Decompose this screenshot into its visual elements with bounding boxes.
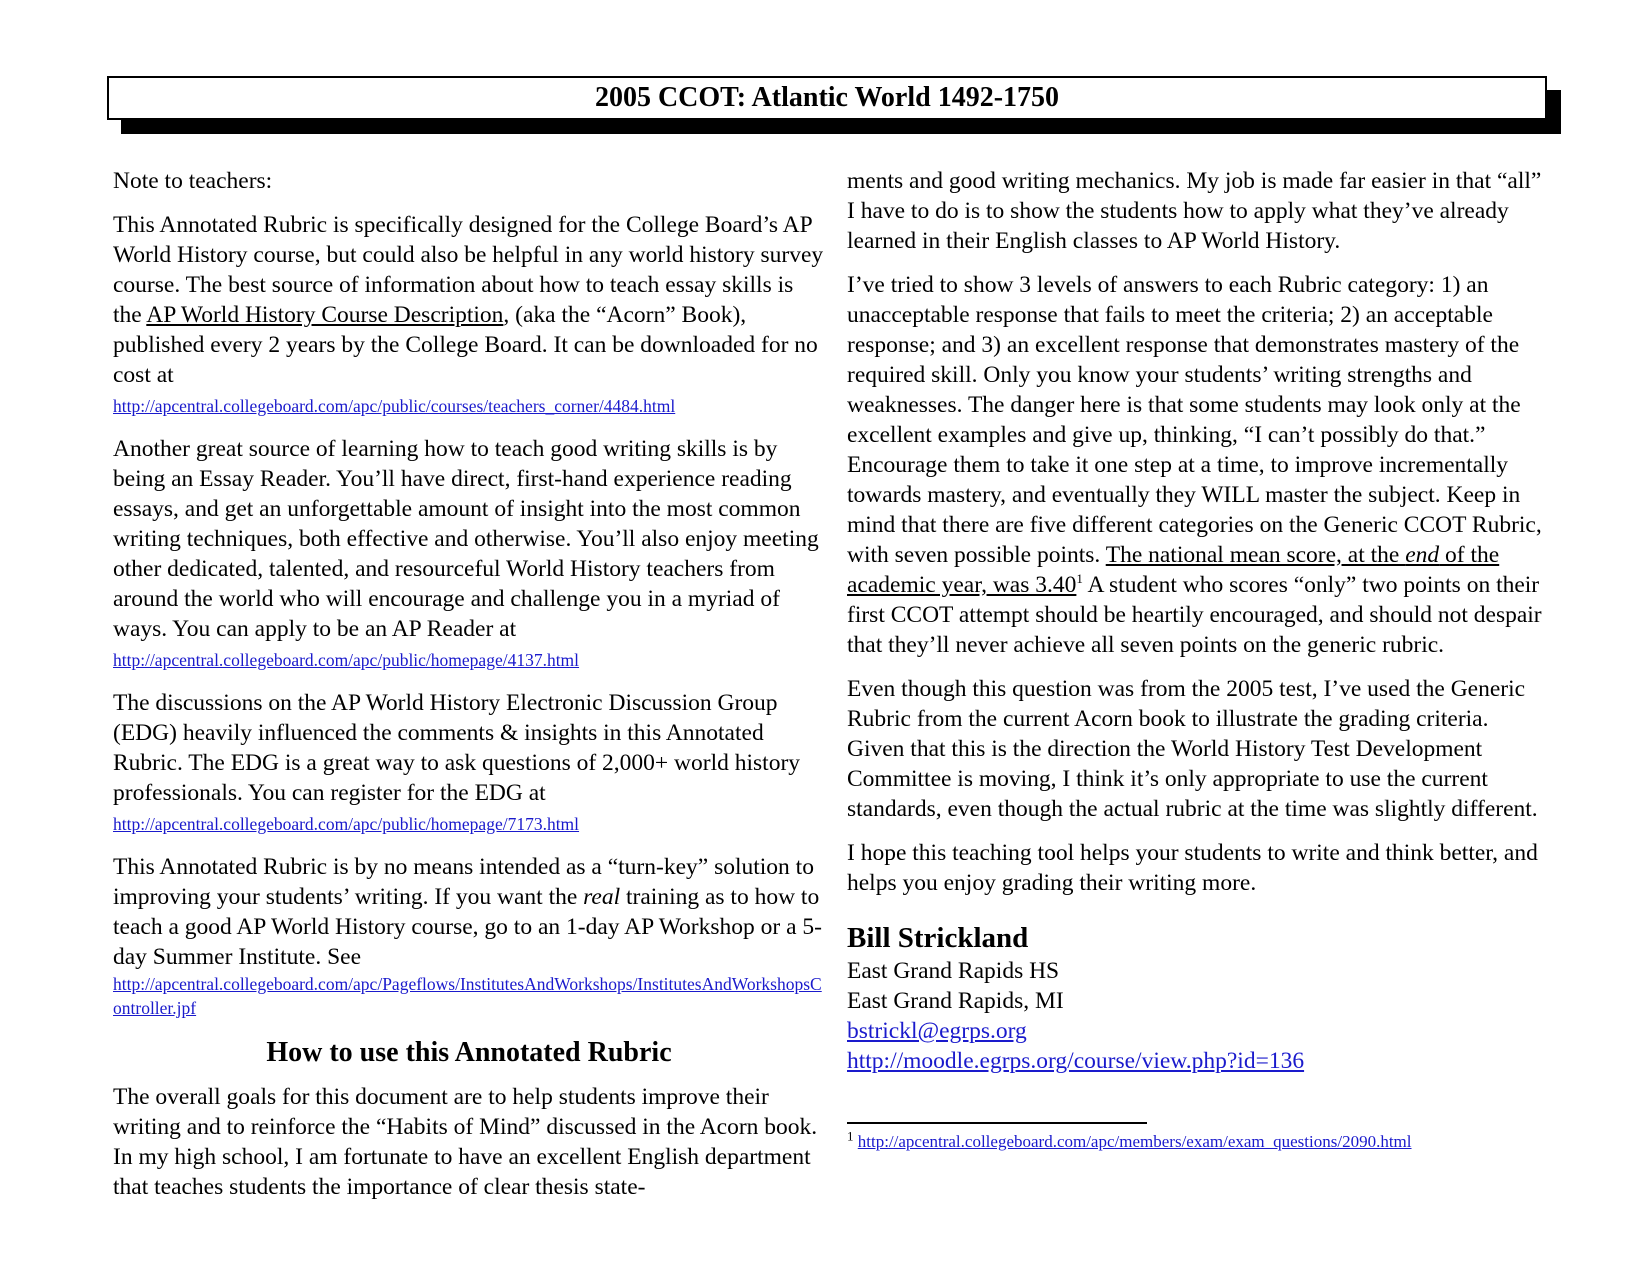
footnote [847, 1130, 1547, 1154]
footnote-divider [847, 1122, 1147, 1124]
mean-score-part1: The national mean score, at the [1105, 542, 1406, 568]
real-italic: real [583, 884, 621, 910]
paragraph-turnkey [113, 852, 825, 1022]
turnkey-text-cont: training as to how to teach a good AP World History course, go to an 1-day AP Workshop or a 5-day Summer Institute. See [113, 884, 822, 970]
paragraph-intro [113, 210, 825, 420]
ap-reader-link[interactable]: http://apcentral.collegeboard.com/apc/public/homepage/4137.html [113, 650, 580, 670]
mean-score-part2: of the academic year, was 3.40 [847, 542, 1500, 598]
author-contact [847, 956, 1547, 1076]
intro-text-cont: , (aka the “Acorn” Book), published every 2 years by the College Board. It can be downloaded for no cost at [113, 302, 818, 388]
paragraph-2005-test: Even though this question was from the 2005 test, I’ve used the Generic Rubric from the current Acorn book to illustrate the grading criteria. Given that this is the direction the World History Test Development Committee is moving, I think it’s only appropriate to use the current standards, even though the actual rubric at the time was slightly different. [847, 676, 1538, 822]
title-box [107, 76, 1547, 120]
course-description-link[interactable]: AP World History Course Description [146, 302, 504, 328]
intro-text: This Annotated Rubric is specifically designed for the College Board’s AP World History course, but could also be helpful in any world history survey course. The best source of information about how to teach essay skills is the [113, 212, 824, 328]
end-italic: end [1405, 542, 1440, 568]
left-column [113, 166, 825, 1216]
essay-reader-text: Another great source of learning how to teach good writing skills is by being an Essay Reader. You’ll have direct, first-hand experience reading essays, and get an unforgettable amount of insight into the most common writing techniques, both effective and otherwise. You’ll also enjoy meeting other dedicated, talented, and resourceful World History teachers from around the world who will encourage and challenge you in a myriad of ways. You can apply to be an AP Reader at [113, 436, 819, 642]
turnkey-text: This Annotated Rubric is by no means intended as a “turn-key” solution to improving your students’ writing. If you want the [113, 854, 814, 910]
author-website-link[interactable]: http://moodle.egrps.org/course/view.php?id=136 [847, 1048, 1305, 1074]
levels-text-cont: A student who scores “only” two points on their first CCOT attempt should be heartily encouraged, and should not despair that they’ll never achieve all seven points on the generic rubric. [847, 572, 1542, 658]
footnote-number: 1 [847, 1128, 854, 1144]
footnote-ref: 1 [1076, 571, 1083, 587]
author-email-link[interactable]: bstrickl@egrps.org [847, 1018, 1027, 1044]
right-column [847, 166, 1547, 1154]
title-banner [107, 76, 1547, 134]
note-heading: Note to teachers: [113, 168, 273, 194]
institutes-link[interactable]: http://apcentral.collegeboard.com/apc/Pageflows/InstitutesAndWorkshops/InstitutesAndWorkshopsController.jpf [113, 974, 822, 1018]
teachers-corner-link[interactable]: http://apcentral.collegeboard.com/apc/public/courses/teachers_corner/4484.html [113, 396, 676, 416]
paragraph-goals: The overall goals for this document are to help students improve their writing and to reinforce the “Habits of Mind” discussed in the Acorn book. In my high school, I am fortunate to have an excellent English department that teaches students the importance of clear thesis state- [113, 1084, 818, 1200]
paragraph-essay-reader [113, 434, 825, 674]
document-title: 2005 CCOT: Atlantic World 1492-1750 [594, 82, 1060, 113]
author-name: Bill Strickland [847, 922, 1029, 954]
section-heading: How to use this Annotated Rubric [266, 1037, 672, 1068]
paragraph-edg [113, 688, 825, 838]
author-city: East Grand Rapids, MI [847, 988, 1064, 1014]
edg-link[interactable]: http://apcentral.collegeboard.com/apc/public/homepage/7173.html [113, 814, 580, 834]
paragraph-closing: I hope this teaching tool helps your students to write and think better, and helps you enjoy grading their writing more. [847, 840, 1538, 896]
paragraph-mechanics: ments and good writing mechanics. My job is made far easier in that “all” I have to do is to show the students how to apply what they’ve already learned in their English classes to AP World History. [847, 168, 1542, 254]
paragraph-levels [847, 270, 1547, 660]
footnote-link[interactable]: http://apcentral.collegeboard.com/apc/members/exam/exam_questions/2090.html [857, 1132, 1412, 1151]
levels-text: I’ve tried to show 3 levels of answers to each Rubric category: 1) an unacceptable response that fails to meet the criteria; 2) an acceptable response; and 3) an excellent response that demonstrates mastery of the required skill. Only you know your students’ writing strengths and weaknesses. The danger here is that some students may look only at the excellent examples and give up, thinking, “I can’t possibly do that.” Encourage them to take it one step at a time, to improve incrementally towards mastery, and eventually they WILL master the subject. Keep in mind that there are five different categories on the Generic CCOT Rubric, with seven possible points. [847, 272, 1542, 568]
author-school: East Grand Rapids HS [847, 958, 1060, 984]
edg-text: The discussions on the AP World History Electronic Discussion Group (EDG) heavily influenced the comments & insights in this Annotated Rubric. The EDG is a great way to ask questions of 2,000+ world history professionals. You can register for the EDG at [113, 690, 801, 806]
